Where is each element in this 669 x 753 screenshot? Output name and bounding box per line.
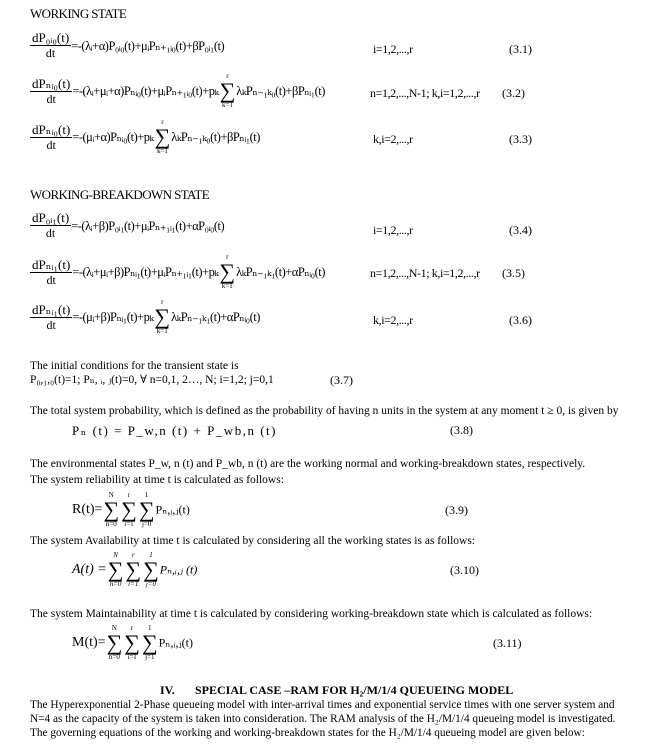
paragraph-total-probability: The total system probability, which is defined as the probability of having n units in the system at any moment t ≥ 0, is given by: [30, 405, 619, 417]
sum-symbol: r ∑ k=1: [219, 72, 236, 109]
equation-3-2: $\frac{\text{dPₙᵢ₀(t)}}{dt}$ =-(λᵢ+μᵢ+α)Pₙᵢ₀(t)+μᵢPₙ₊₁ᵢ₀(t)+pₖ r ∑ k=1 λₖPₙ₋₁ₖ₀(t)+βPₙᵢ₁(t): [32, 72, 325, 109]
equation-number: (3.7): [330, 373, 353, 387]
sum-symbol: N ∑ n=0: [103, 491, 120, 528]
equation-number: (3.5): [502, 266, 525, 280]
equation-condition: k,i=2,...,r: [373, 132, 413, 146]
equation-3-6: $\frac{\text{dPₙᵢ₁(t)}}{dt}$ =-(μᵢ+β)Pₙᵢ₁(t)+pₖ r ∑ k=1 λₖPₙ₋₁ₖ₁(t)+αPₙᵢ₀(t): [32, 298, 260, 335]
equation-3-3: $\frac{\text{dPₙᵢ₀(t)}}{dt}$ =-(μᵢ+α)Pₙᵢ₀(t)+pₖ r ∑ k=1 λₖPₙ₋₁ₖ₀(t)+βPₙᵢ₁(t): [32, 118, 260, 155]
equation-rhs: =-(λᵢ+α)P₀ᵢ₀(t)+μᵢPₙ₊₁ᵢ₀(t)+βP₀ᵢ₁(t): [71, 38, 225, 53]
paragraph-environmental-states: The environmental states P_w, n (t) and P_wb, n (t) are the working normal and working-breakdown states, respectively.: [30, 458, 586, 470]
sum-symbol: 1 ∑ j=0: [143, 551, 159, 588]
sum-symbol: N ∑ n=0: [107, 551, 124, 588]
equation-3-8: Pₙ (t) = P_w,n (t) + P_wb,n (t): [72, 423, 277, 438]
section-iv-paragraph-line-1: The Hyperexponential 2-Phase queueing model with inter-arrival times and exponential service times with one server system and: [30, 699, 615, 711]
paragraph-initial-conditions: The initial conditions for the transient state is: [30, 360, 239, 372]
equation-number: (3.1): [509, 42, 532, 56]
equation-condition: n=1,2,...,N-1; k,i=1,2,...,r: [370, 266, 480, 280]
equation-3-9: R(t)= N ∑ n=0 r ∑ i=1 1 ∑ j=0 Pₙ,ᵢ,ⱼ(t): [72, 491, 190, 528]
sum-symbol: N ∑ n=0: [106, 624, 123, 661]
sum-symbol: r ∑ k=1: [154, 298, 171, 335]
sum-symbol: r ∑ i=1: [125, 551, 142, 588]
equation-condition: n=1,2,...,N-1; k,i=1,2,...,r: [370, 86, 480, 100]
section-iv-paragraph-line-2: N=4 as the capacity of the system is taken into consideration. The RAM analysis of the H₂/M/1/4 queueing model is investigated.: [30, 713, 616, 725]
equation-condition: i=1,2,...,r: [373, 223, 413, 237]
equation-condition: k,i=2,...,r: [373, 313, 413, 327]
derivative-fraction: $\frac{\text{dP₀ᵢ₀(t)}}{dt}$: [32, 30, 70, 60]
section-heading-working: WORKING STATE: [30, 6, 127, 21]
sum-symbol: 1 ∑ j=1: [141, 624, 158, 661]
equation-number: (3.2): [502, 86, 525, 100]
section-heading-breakdown: WORKING-BREAKDOWN STATE: [30, 187, 210, 202]
equation-number: (3.3): [509, 132, 532, 146]
equation-3-5: $\frac{\text{dPₙᵢ₁(t)}}{dt}$ =-(λᵢ+μᵢ+β)Pₙᵢ₁(t)+μᵢPₙ₊₁ᵢ₁(t)+pₖ r ∑ k=1 λₖPₙ₋₁ₖ₁(t)+αPₙᵢ₀(t): [32, 253, 325, 290]
section-iv-paragraph-line-3: The governing equations of the working and working-breakdown states for the H₂/M/1/4 queueing model are given below:: [30, 727, 585, 739]
equation-3-1: [30, 30, 224, 61]
equation-number: (3.8): [450, 423, 473, 437]
sum-symbol: 1 ∑ j=0: [138, 491, 155, 528]
section-number: IV.: [160, 683, 175, 697]
equation-number: (3.10): [450, 563, 479, 577]
equation-number: (3.9): [445, 503, 468, 517]
equation-condition: i=1,2,...,r: [373, 42, 413, 56]
paragraph-maintainability: The system Maintainability at time t is calculated by considering working-breakdown state which is calculated as follows:: [30, 608, 593, 620]
equation-3-10: A(t) = N ∑ n=0 r ∑ i=1 1 ∑ j=0 Pₙ,ᵢ,ⱼ (t): [72, 551, 198, 588]
equation-number: (3.11): [493, 636, 522, 650]
sum-symbol: r ∑ i=1: [121, 491, 137, 528]
sum-symbol: r ∑ k=1: [219, 253, 236, 290]
equation-3-4: $\frac{\text{dP₀ᵢ₁(t)}}{dt}$ =-(λᵢ+β)P₀ᵢ₁(t)+μᵢPₙ₊₁ᵢ₁(t)+αP₀ᵢ₀(t): [32, 210, 225, 240]
section-title: SPECIAL CASE –RAM FOR H₂/M/1/4 QUEUEING MODEL: [195, 683, 514, 697]
paragraph-reliability: The system reliability at time t is calculated as follows:: [30, 474, 284, 486]
sum-symbol: r ∑ i=1: [124, 624, 140, 661]
equation-3-11: M(t)= N ∑ n=0 r ∑ i=1 1 ∑ j=1 Pₙ,ᵢ,ⱼ(t): [72, 624, 193, 661]
paragraph-availability: The system Availability at time t is calculated by considering all the working states is as follows:: [30, 535, 476, 547]
equation-number: (3.6): [509, 313, 532, 327]
initial-conditions-formula: P₀,₁,₀(t)=1; Pₙ, ᵢ, ⱼ(t)=0, ∀ n=0,1, 2…, N; i=1,2; j=0,1: [30, 374, 274, 386]
equation-number: (3.4): [509, 223, 532, 237]
sum-symbol: r ∑ k=1: [154, 118, 171, 155]
